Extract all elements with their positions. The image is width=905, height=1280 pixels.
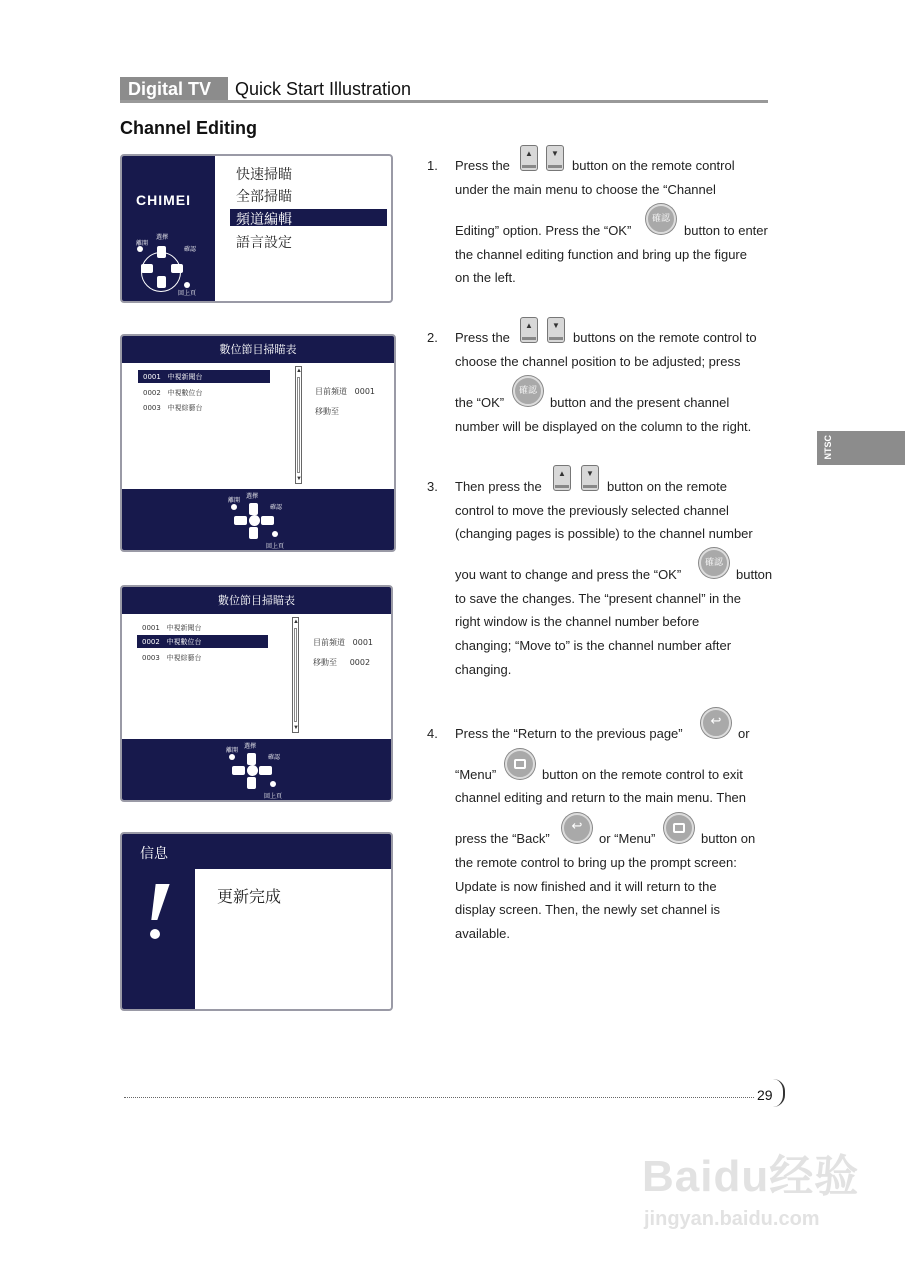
step3-line: to save the changes. The “present channel” in the — [455, 591, 741, 606]
menu-item-channel-edit: 頻道編輯 — [236, 212, 292, 228]
up-button-icon: ▲ — [520, 145, 538, 171]
step4-line: or — [738, 726, 750, 741]
step3-line: button on the remote — [607, 479, 727, 494]
up-button-icon: ▲ — [520, 317, 538, 343]
step2-line: choose the channel position to be adjusted; press — [455, 354, 741, 369]
list-title: 數位節目掃瞄表 — [122, 336, 394, 363]
move-to-label: 移動至 0002 — [313, 658, 371, 667]
channel-row: 0002 中視數位台 — [142, 638, 202, 646]
step3-line: (changing pages is possible) to the channel number — [455, 526, 753, 541]
step2-line: number will be displayed on the column to the right. — [455, 419, 752, 434]
step4-line: display screen. Then, the newly set channel is — [455, 902, 720, 917]
dialog-message: 更新完成 — [217, 887, 282, 906]
current-channel-label: 目前頻道 0001 — [315, 387, 375, 396]
move-to-label: 移動至 — [315, 407, 339, 416]
step3-line: control to move the previously selected channel — [455, 503, 729, 518]
step3-line: right window is the channel number before — [455, 614, 700, 629]
pad-label-back: 回上頁 — [264, 793, 283, 800]
pad-footer — [122, 739, 391, 800]
step1-line: button to enter — [684, 223, 768, 238]
menu-button-icon — [664, 813, 694, 843]
remote-pad — [228, 491, 298, 549]
down-button-icon: ▼ — [547, 317, 565, 343]
channel-row: 0003 中視綜藝台 — [142, 654, 202, 662]
return-button-icon: ↩ — [701, 708, 731, 738]
step3-line: you want to change and press the “OK” — [455, 567, 682, 582]
step-number: 4. — [427, 726, 438, 741]
step-number: 3. — [427, 479, 438, 494]
pad-label-exit: 離開 — [226, 747, 239, 754]
step2-line: button and the present channel — [550, 395, 730, 410]
step1-line: under the main menu to choose the “Channel — [455, 182, 716, 197]
step3-line: changing. — [455, 662, 512, 677]
step2-line: buttons on the remote control to — [573, 330, 757, 345]
dialog-title: 信息 — [140, 846, 168, 862]
step4-line: button on the remote control to exit — [542, 767, 743, 782]
section-title: Channel Editing — [120, 118, 257, 138]
screenshot-channel-list-1 — [120, 334, 396, 552]
down-button-icon: ▼ — [546, 145, 564, 171]
step4-line: “Menu” — [455, 767, 497, 782]
pad-label-select: 選擇 — [156, 234, 169, 241]
exclamation-icon — [142, 882, 178, 942]
ok-button-icon: 確認 — [513, 376, 543, 406]
step1-line: on the left. — [455, 270, 516, 285]
step2-line: Press the — [455, 330, 510, 345]
current-channel-label: 目前頻道 0001 — [313, 638, 373, 647]
header-rule — [120, 100, 768, 103]
channel-row: 0003 中視綜藝台 — [143, 404, 203, 412]
step4-line: button on — [701, 831, 756, 846]
pad-label-exit: 離開 — [136, 240, 149, 247]
step4-line: available. — [455, 926, 510, 941]
step3-line: button — [736, 567, 773, 582]
menu-item-language: 語言設定 — [236, 235, 292, 251]
step3-line: Then press the — [455, 479, 542, 494]
pad-label-back: 回上頁 — [266, 543, 285, 550]
ok-button-icon: 確認 — [646, 204, 676, 234]
side-tab-ntsc: NTSC — [817, 431, 905, 465]
step1-line: Editing” option. Press the “OK” — [455, 223, 632, 238]
brand-panel — [122, 156, 215, 301]
header-tag: Digital TV — [120, 77, 228, 101]
remote-pad — [136, 232, 206, 298]
pad-label-exit: 離開 — [228, 497, 241, 504]
pad-label-select: 選擇 — [244, 743, 257, 750]
list-scrollbar: ▲ ▼ — [296, 368, 302, 482]
menu-item-full-scan: 全部掃瞄 — [236, 189, 292, 205]
pad-label-ok: 確認 — [184, 246, 197, 253]
step4-line: Update is now finished and it will return to the — [455, 879, 717, 894]
pad-label-select: 選擇 — [246, 493, 259, 500]
watermark-url: jingyan.baidu.com — [644, 1208, 820, 1230]
pad-label-ok: 確認 — [270, 504, 283, 511]
list-scrollbar: ▲ ▼ — [293, 619, 299, 731]
header-title: Quick Start Illustration — [235, 79, 412, 99]
channel-row: 0001 中視新聞台 — [143, 373, 203, 381]
step1-line: Press the — [455, 158, 510, 173]
watermark-brand: Baidu经验 — [642, 1152, 860, 1201]
step4-line: channel editing and return to the main menu. Then — [455, 790, 747, 805]
screenshot-main-menu — [120, 154, 393, 303]
ok-button-icon: 確認 — [699, 548, 729, 578]
step-number: 2. — [427, 330, 438, 345]
pad-label-back: 回上頁 — [178, 290, 197, 297]
up-button-icon: ▲ — [553, 465, 571, 491]
step4-line: press the “Back” — [455, 831, 550, 846]
brand-logo: CHIMEI — [136, 192, 191, 208]
channel-row: 0002 中視數位台 — [143, 389, 203, 397]
page-number-bracket — [773, 1079, 785, 1107]
screenshot-info-dialog — [120, 832, 393, 1011]
step4-line: Press the “Return to the previous page” — [455, 726, 683, 741]
list-title: 數位節目掃瞄表 — [122, 587, 391, 614]
pad-footer — [122, 489, 394, 550]
channel-row: 0001 中視新聞台 — [142, 624, 202, 632]
pad-label-ok: 確認 — [268, 754, 281, 761]
remote-pad — [226, 741, 296, 799]
step3-line: changing; “Move to” is the channel number after — [455, 638, 732, 653]
down-button-icon: ▼ — [581, 465, 599, 491]
step1-line: button on the remote control — [572, 158, 735, 173]
menu-button-icon — [505, 749, 535, 779]
watermark — [642, 1140, 860, 1230]
footer-dotted-rule — [124, 1097, 754, 1098]
step4-line: or “Menu” — [599, 831, 656, 846]
step2-line: the “OK” — [455, 395, 505, 410]
step1-line: the channel editing function and bring up the figure — [455, 247, 747, 262]
menu-item-quick-scan: 快速掃瞄 — [236, 167, 292, 183]
back-button-icon: ↩ — [562, 813, 592, 843]
step4-line: the remote control to bring up the prompt screen: — [455, 855, 737, 870]
step-number: 1. — [427, 158, 438, 173]
page-number: 29 — [757, 1087, 773, 1103]
screenshot-channel-list-2 — [120, 585, 393, 802]
